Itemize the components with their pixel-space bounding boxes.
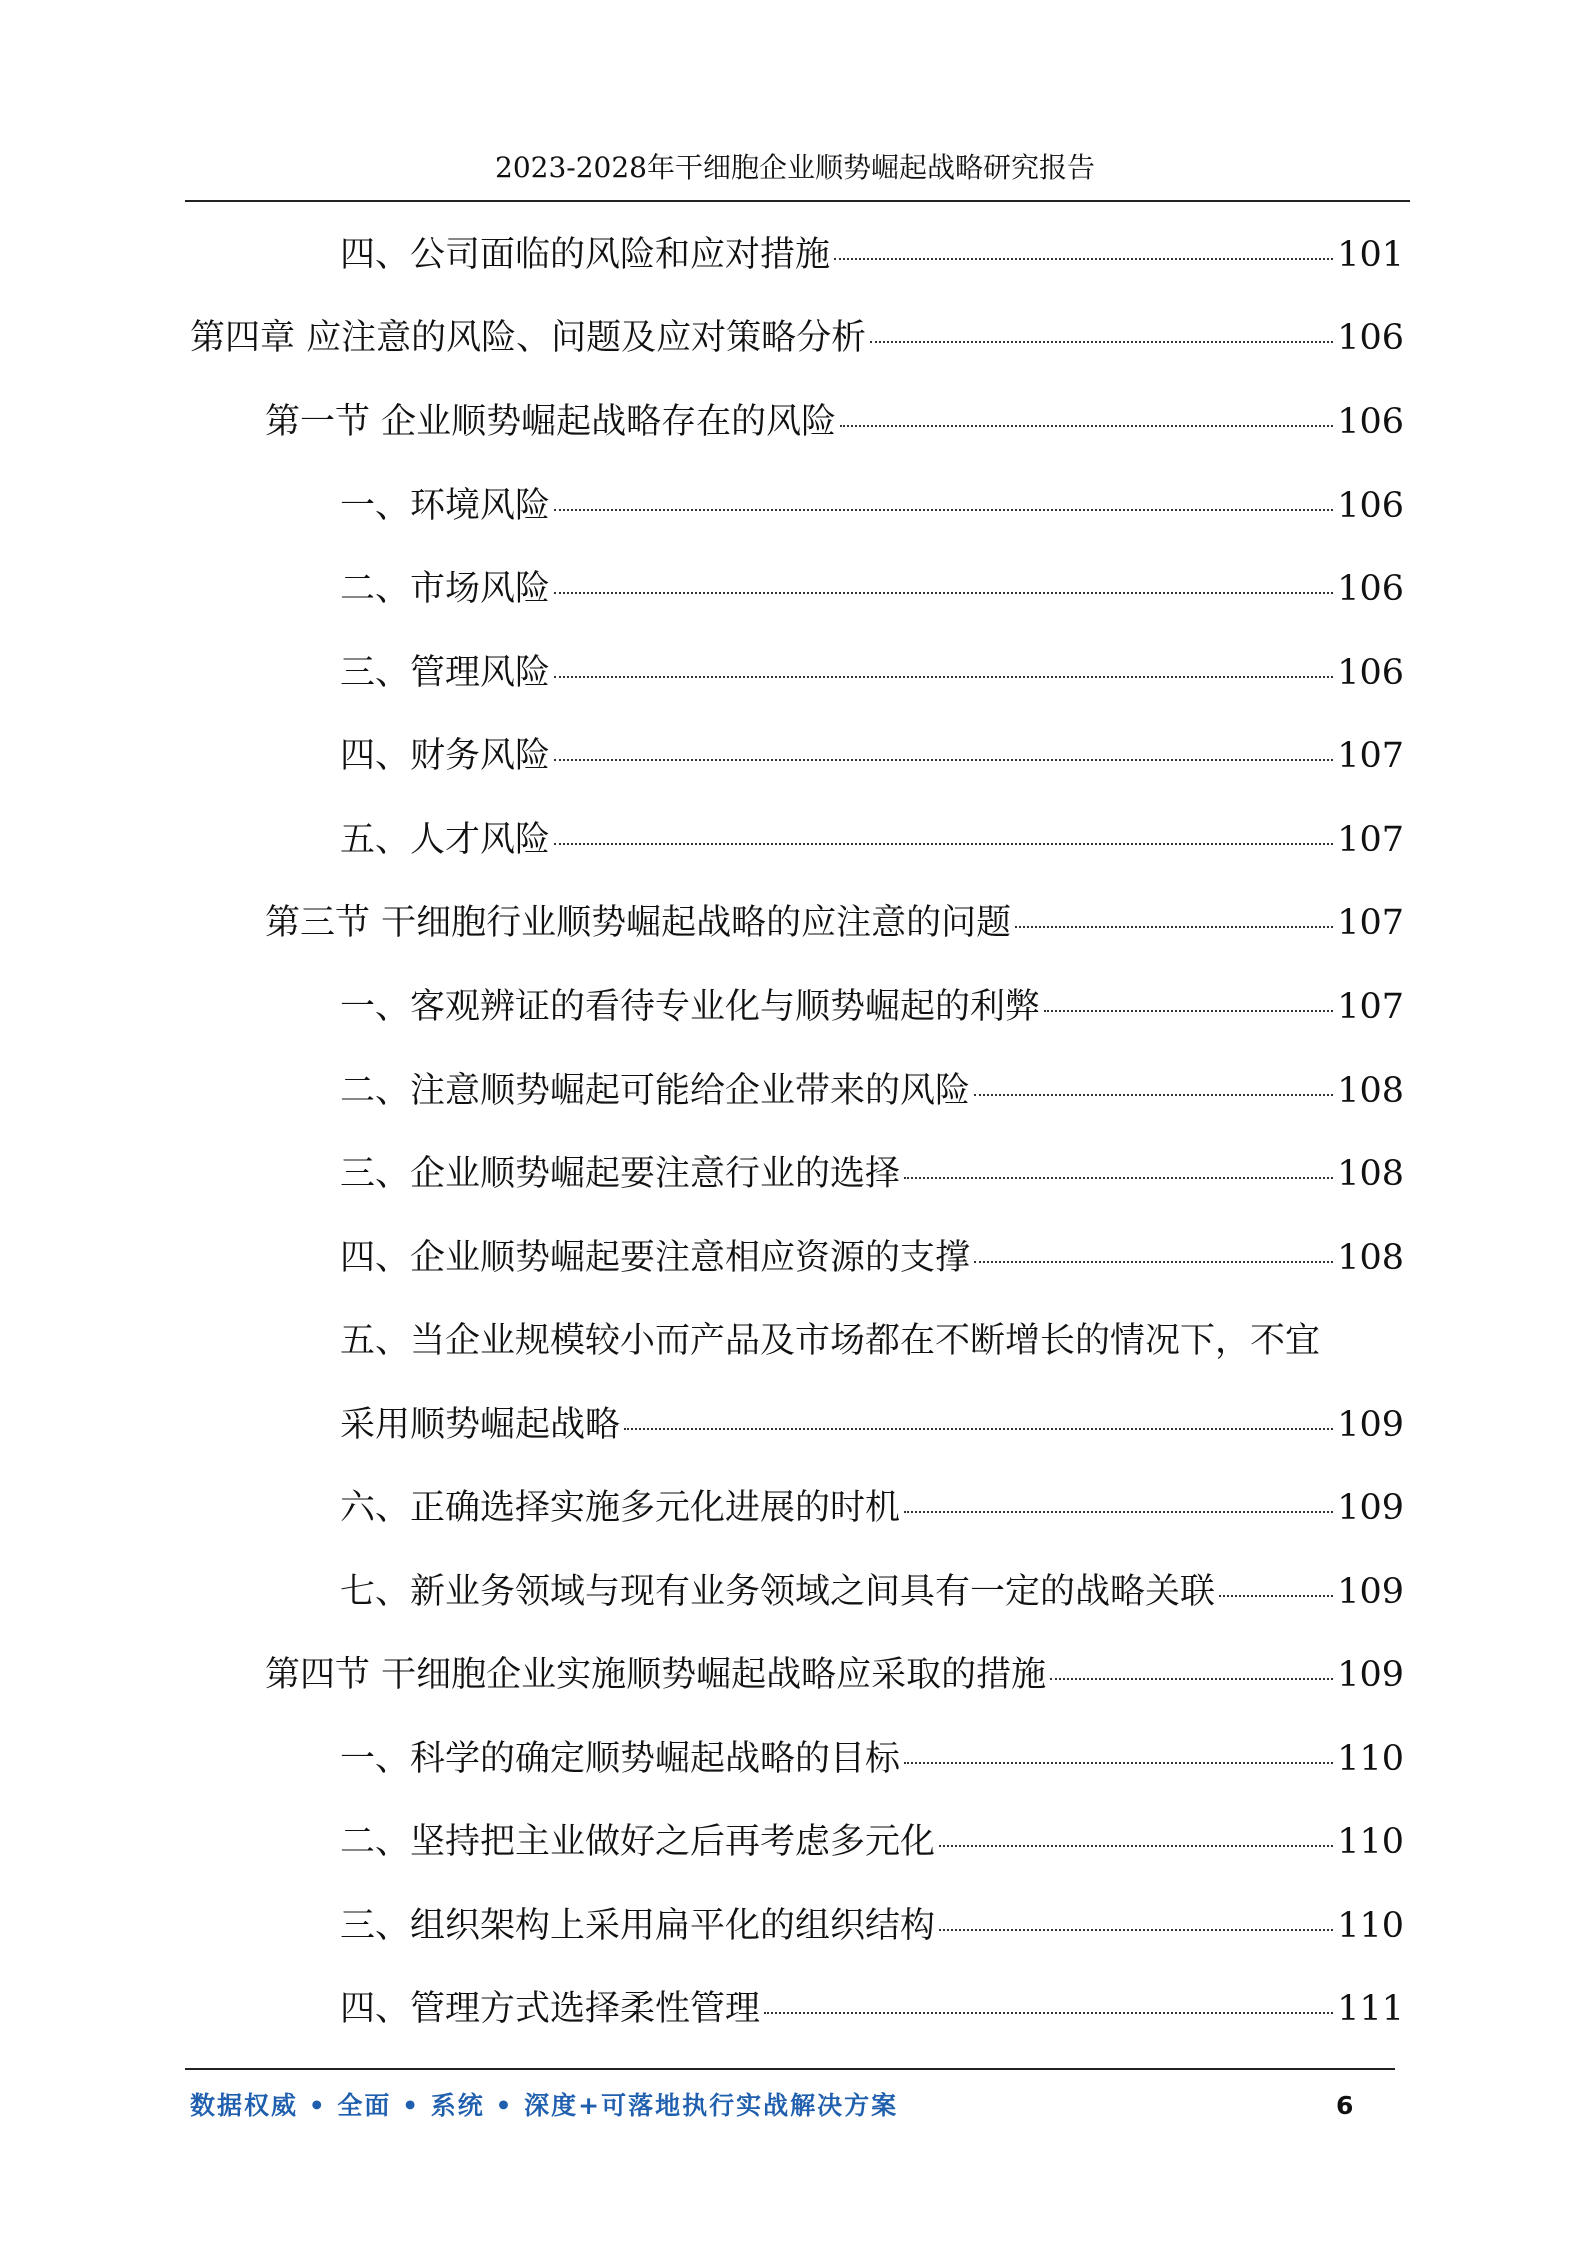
toc-entry-label: 第一节 企业顺势崛起战略存在的风险 xyxy=(265,402,837,442)
toc-entry[interactable] xyxy=(340,225,1404,285)
toc-entry-label: 一、客观辨证的看待专业化与顺势崛起的利弊 xyxy=(340,987,1041,1027)
toc-dot-leader xyxy=(1015,926,1333,928)
toc-dot-leader xyxy=(554,592,1333,594)
toc-dot-leader xyxy=(870,341,1333,343)
toc-dot-leader xyxy=(764,2012,1333,2014)
toc-entry-label: 五、人才风险 xyxy=(340,820,551,860)
toc-entry-label: 四、管理方式选择柔性管理 xyxy=(340,1989,761,2029)
toc-entry-label-line1[interactable]: 五、当企业规模较小而产品及市场都在不断增长的情况下，不宜 xyxy=(340,1321,1321,1361)
toc-entry-page: 106 xyxy=(1337,569,1404,609)
toc-entry-page: 107 xyxy=(1337,903,1404,943)
toc-entry-page: 109 xyxy=(1337,1405,1404,1445)
toc-entry[interactable] xyxy=(340,1562,1404,1622)
toc-entry-page: 106 xyxy=(1337,318,1404,358)
toc-entry[interactable] xyxy=(340,1729,1404,1789)
toc-entry-page: 110 xyxy=(1337,1906,1404,1946)
toc-entry[interactable] xyxy=(265,893,1404,953)
toc-entry-label-line2: 采用顺势崛起战略 xyxy=(340,1405,621,1445)
toc-entry-page: 108 xyxy=(1337,1154,1404,1194)
toc-entry[interactable] xyxy=(340,726,1404,786)
toc-entry[interactable] xyxy=(340,559,1404,619)
toc-entry-label: 七、新业务领域与现有业务领域之间具有一定的战略关联 xyxy=(340,1572,1216,1612)
toc-entry[interactable] xyxy=(340,643,1404,703)
toc-entry[interactable] xyxy=(190,308,1404,368)
toc-entry-label: 三、企业顺势崛起要注意行业的选择 xyxy=(340,1154,901,1194)
toc-dot-leader xyxy=(974,1261,1333,1263)
toc-entry[interactable] xyxy=(340,1478,1404,1538)
toc-entry[interactable] xyxy=(265,1645,1404,1705)
toc-dot-leader xyxy=(904,1511,1333,1513)
toc-entry-label: 四、公司面临的风险和应对措施 xyxy=(340,235,831,275)
toc-dot-leader xyxy=(1050,1678,1333,1680)
toc-dot-leader xyxy=(834,258,1333,260)
toc-entry-page: 110 xyxy=(1337,1739,1404,1779)
toc-entry-label: 六、正确选择实施多元化进展的时机 xyxy=(340,1488,901,1528)
toc-entry[interactable] xyxy=(340,1144,1404,1204)
toc-dot-leader xyxy=(840,425,1333,427)
toc-dot-leader xyxy=(554,843,1333,845)
toc-dot-leader xyxy=(554,509,1333,511)
toc-dot-leader xyxy=(904,1177,1333,1179)
toc-entry-label: 四、企业顺势崛起要注意相应资源的支撑 xyxy=(340,1238,971,1278)
toc-entry-label: 四、财务风险 xyxy=(340,736,551,776)
toc-entry-label: 二、坚持把主业做好之后再考虑多元化 xyxy=(340,1822,936,1862)
toc-dot-leader xyxy=(904,1762,1333,1764)
toc-entry-label: 二、注意顺势崛起可能给企业带来的风险 xyxy=(340,1071,971,1111)
toc-entry[interactable] xyxy=(340,1395,1404,1455)
toc-dot-leader xyxy=(974,1094,1333,1096)
toc-entry-label: 一、科学的确定顺势崛起战略的目标 xyxy=(340,1739,901,1779)
footer-page-number: 6 xyxy=(1336,2091,1354,2120)
header-divider xyxy=(185,200,1410,202)
toc-dot-leader xyxy=(939,1929,1333,1931)
toc-entry-page: 101 xyxy=(1337,235,1404,275)
toc-entry-label: 第四节 干细胞企业实施顺势崛起战略应采取的措施 xyxy=(265,1655,1047,1695)
toc-entry[interactable] xyxy=(340,1812,1404,1872)
toc-entry-label: 第四章 应注意的风险、问题及应对策略分析 xyxy=(190,318,867,358)
toc-entry-label: 第三节 干细胞行业顺势崛起战略的应注意的问题 xyxy=(265,903,1012,943)
toc-entry-page: 109 xyxy=(1337,1488,1404,1528)
toc-dot-leader xyxy=(624,1428,1333,1430)
toc-entry-label: 三、组织架构上采用扁平化的组织结构 xyxy=(340,1906,936,1946)
toc-entry[interactable] xyxy=(340,977,1404,1037)
toc-entry-page: 106 xyxy=(1337,653,1404,693)
toc-entry-label: 三、管理风险 xyxy=(340,653,551,693)
toc-entry[interactable] xyxy=(340,1061,1404,1121)
page-header-title: 2023-2028年干细胞企业顺势崛起战略研究报告 xyxy=(495,151,1095,184)
toc-entry[interactable] xyxy=(340,810,1404,870)
toc-dot-leader xyxy=(1044,1010,1333,1012)
toc-dot-leader xyxy=(554,759,1333,761)
toc-entry-page: 108 xyxy=(1337,1071,1404,1111)
toc-entry-page: 109 xyxy=(1337,1572,1404,1612)
toc-entry-page: 111 xyxy=(1337,1989,1404,2029)
toc-entry-page: 107 xyxy=(1337,987,1404,1027)
toc-dot-leader xyxy=(1219,1595,1333,1597)
footer-slogan: 数据权威 • 全面 • 系统 • 深度+可落地执行实战解决方案 xyxy=(190,2091,899,2120)
toc-entry[interactable] xyxy=(340,1979,1404,2039)
toc-entry-label: 二、市场风险 xyxy=(340,569,551,609)
toc-entry-page: 107 xyxy=(1337,820,1404,860)
toc-dot-leader xyxy=(554,676,1333,678)
toc-entry[interactable] xyxy=(340,1228,1404,1288)
toc-entry[interactable] xyxy=(265,392,1404,452)
toc-entry[interactable] xyxy=(340,476,1404,536)
toc-dot-leader xyxy=(939,1845,1333,1847)
toc-entry-page: 106 xyxy=(1337,486,1404,526)
toc-entry-label: 一、环境风险 xyxy=(340,486,551,526)
toc-entry-page: 108 xyxy=(1337,1238,1404,1278)
footer-divider xyxy=(185,2068,1395,2070)
toc-entry-page: 106 xyxy=(1337,402,1404,442)
toc-entry[interactable] xyxy=(340,1896,1404,1956)
toc-entry-page: 107 xyxy=(1337,736,1404,776)
toc-entry-page: 109 xyxy=(1337,1655,1404,1695)
toc-entry-page: 110 xyxy=(1337,1822,1404,1862)
